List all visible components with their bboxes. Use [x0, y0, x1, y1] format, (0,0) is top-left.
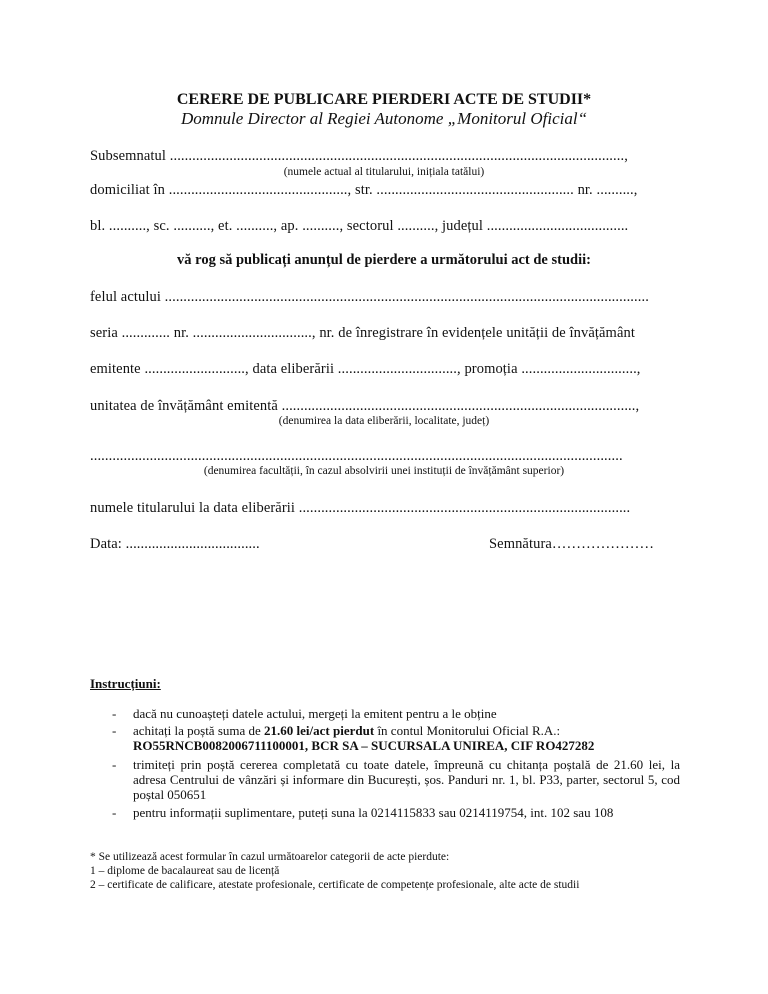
footnote-category-2: 2 – certificate de calificare, atestate profesionale, certificate de competențe profesionale, alte acte de studii: [90, 879, 580, 891]
instruction-text: dacă nu cunoașteți datele actului, mergeți la emitent pentru a le obține: [133, 706, 497, 721]
form-line-institution: unitatea de învățământ emitentă ...............................................................................................,: [90, 398, 640, 414]
date-field: Data: ....................................: [90, 536, 260, 552]
form-hint-faculty: (denumirea facultății, în cazul absolvirii unei instituții de învățământ superior): [203, 465, 565, 477]
form-line-faculty: ...............................................................................................................................................: [90, 448, 623, 464]
form-hint-institution: (denumirea la data eliberării, localitate, județ): [278, 415, 490, 427]
instructions-list: [90, 706, 680, 821]
bank-account: RO55RNCB0082006711100001, BCR SA – SUCURSALA UNIREA, CIF RO427282: [133, 738, 595, 753]
signature-field: Semnătura…………………: [489, 536, 655, 552]
instruction-text-part: în contul Monitorului Oficial R.A.:: [377, 723, 561, 738]
form-line-issuer: emitente ..........................., data eliberării ................................, promoția ...............................,: [90, 361, 641, 377]
list-bullet: -: [112, 757, 117, 772]
instruction-text: [133, 723, 680, 753]
form-line-act-type: felul actului ..................................................................................................................................: [90, 289, 649, 305]
form-line-building: bl. .........., sc. .........., et. .........., ap. .........., sectorul .........., județul ......................................: [90, 218, 629, 234]
instruction-text: pentru informații suplimentare, puteți suna la 0214115833 sau 0214119754, int. 102 sau 108: [133, 805, 614, 820]
list-bullet: -: [112, 706, 117, 721]
instructions-title: Instrucțiuni:: [90, 676, 161, 691]
payment-amount: 21.60 lei/act pierdut: [264, 723, 375, 738]
instruction-text-part: achitați la poștă suma de: [133, 723, 261, 738]
document-title: CERERE DE PUBLICARE PIERDERI ACTE DE STUDII*: [176, 91, 592, 108]
list-bullet: -: [112, 805, 117, 820]
footnote-intro: * Se utilizează acest formular în cazul următoarelor categorii de acte pierdute:: [90, 851, 450, 863]
request-statement: vă rog să publicați anunțul de pierdere a următorului act de studii:: [177, 252, 591, 268]
document-subtitle: Domnule Director al Regiei Autonome „Monitorul Oficial“: [180, 109, 588, 128]
form-line-series: seria ............. nr. ................................, nr. de înregistrare în evidențele unității de învățământ: [90, 325, 635, 341]
footnote-category-1: 1 – diplome de bacalaureat sau de licență: [90, 865, 280, 877]
form-hint-name: (numele actual al titularului, inițiala tatălui): [283, 166, 485, 178]
form-line-holder-name: numele titularului la data eliberării .........................................................................................: [90, 500, 631, 516]
form-line-name: Subsemnatul ..........................................................................................................................,: [90, 148, 628, 164]
form-line-address: domiciliat în ................................................, str. ..................................................... nr. ..........,: [90, 182, 638, 198]
instruction-text: trimiteți prin poștă cererea completată cu toate datele, împreună cu chitanța poștală de 21.60 lei, la adresa Centrului de vânzări și informare din București, șos. Panduri nr. 1, bl. P33, parter, sectorul 5, cod poștal 050651: [133, 757, 680, 802]
list-bullet: -: [112, 723, 117, 738]
